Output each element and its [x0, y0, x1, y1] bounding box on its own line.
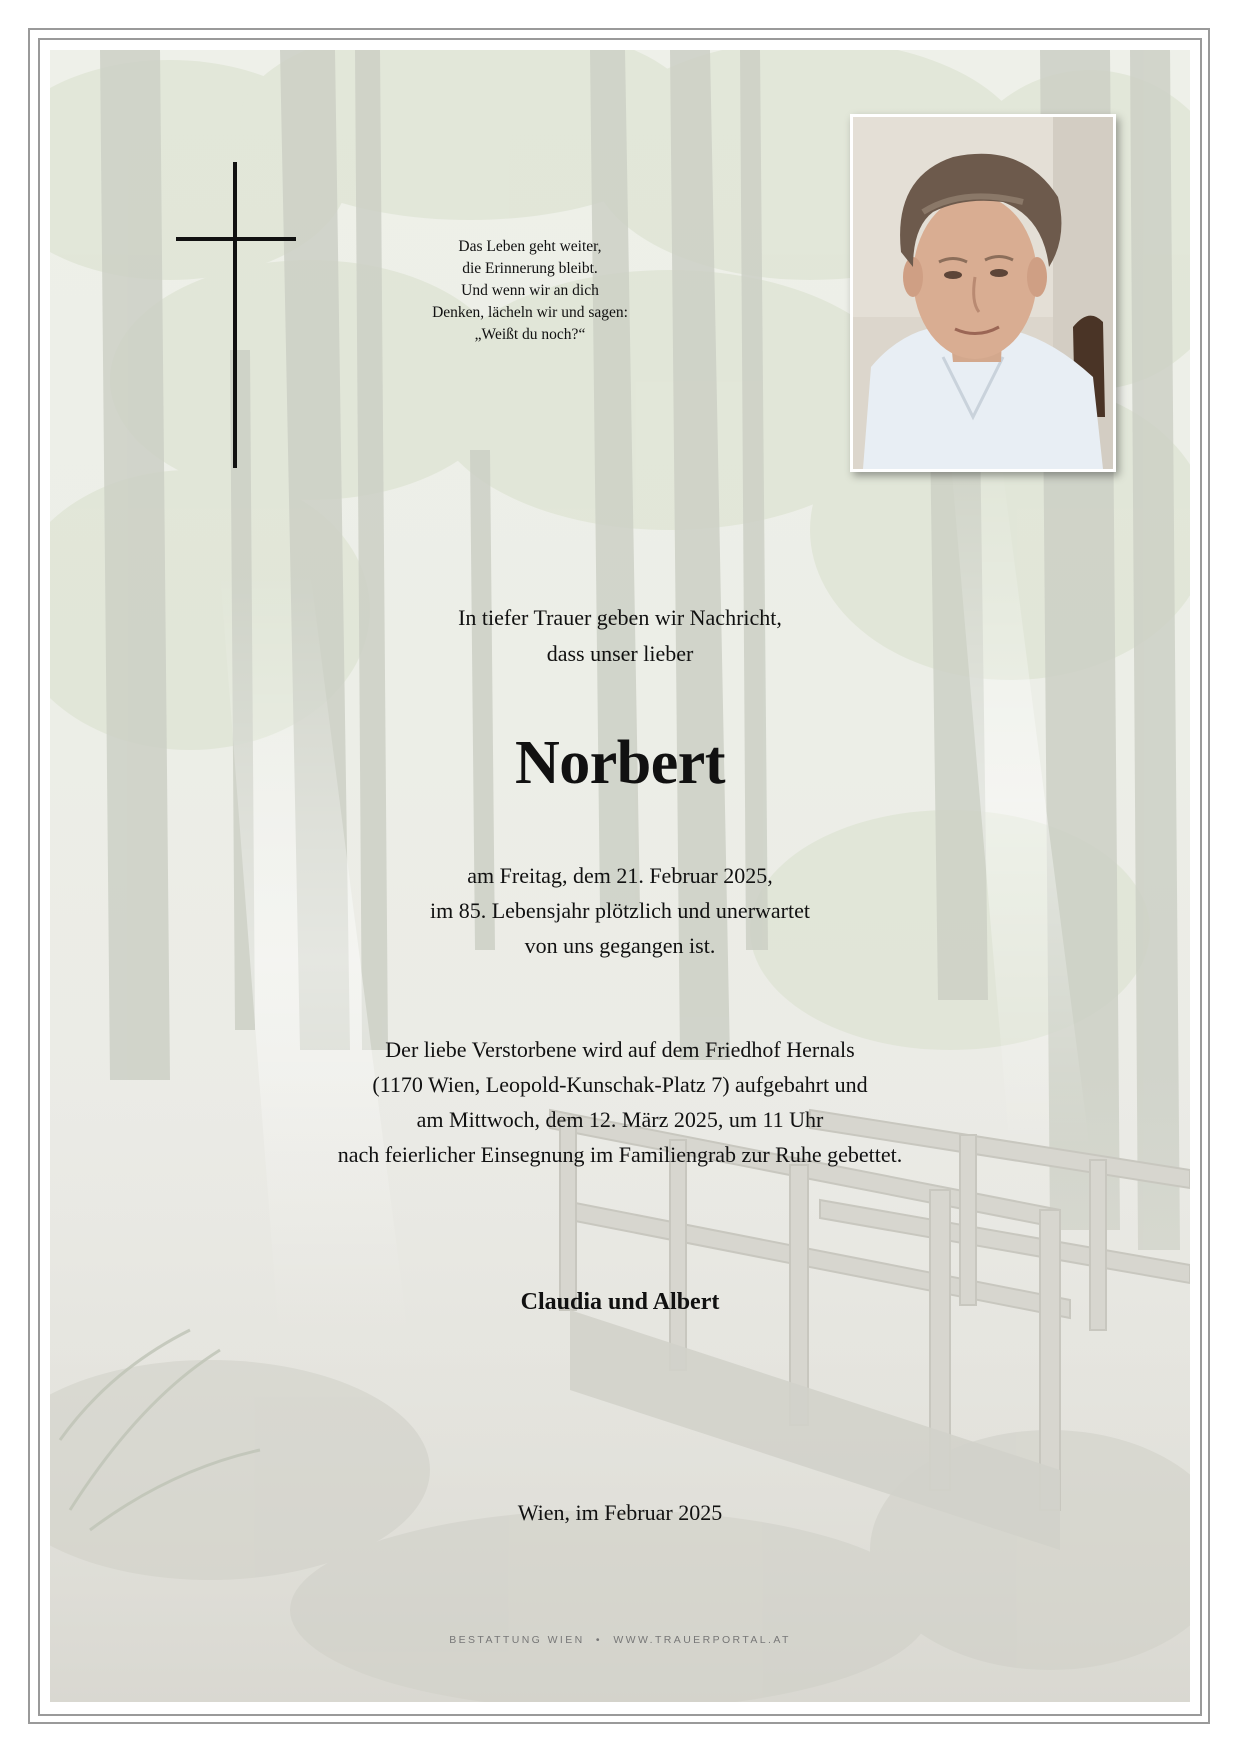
- family-signature: Claudia und Albert: [520, 1289, 720, 1315]
- funeral-line: am Mittwoch, dem 12. März 2025, um 11 Uhr: [416, 1107, 824, 1132]
- footer-credit: [0, 1634, 1240, 1646]
- poem-line: Denken, lächeln wir und sagen:: [432, 304, 628, 321]
- death-details: [50, 858, 1190, 963]
- portrait-image: [853, 117, 1113, 469]
- funeral-line: (1170 Wien, Leopold-Kunschak-Platz 7) aufgebahrt und: [372, 1072, 868, 1097]
- funeral-details: [50, 1032, 1190, 1172]
- funeral-line: Der liebe Verstorbene wird auf dem Friedhof Hernals: [385, 1037, 855, 1062]
- place-date: Wien, im Februar 2025: [517, 1500, 723, 1525]
- deceased-name: Norbert: [515, 729, 725, 797]
- details-line: von uns gegangen ist.: [524, 933, 716, 958]
- details-line: im 85. Lebensjahr plötzlich und unerwartet: [430, 898, 810, 923]
- details-line: am Freitag, dem 21. Februar 2025,: [467, 863, 773, 888]
- announcement-intro: [50, 600, 1190, 672]
- portrait-photo: [850, 114, 1116, 472]
- funeral-line: nach feierlicher Einsegnung im Familiengrab zur Ruhe gebettet.: [337, 1142, 903, 1167]
- footer-company: BESTATTUNG WIEN: [449, 1634, 585, 1646]
- intro-line: In tiefer Trauer geben wir Nachricht,: [458, 605, 782, 630]
- memorial-poem: [370, 236, 690, 346]
- forest-background: [50, 50, 1190, 1702]
- poem-line: Und wenn wir an dich: [461, 282, 599, 299]
- footer-separator: •: [595, 1634, 602, 1646]
- footer-website-link[interactable]: WWW.TRAUERPORTAL.AT: [613, 1634, 791, 1646]
- poem-line: Das Leben geht weiter,: [458, 238, 602, 255]
- poem-line: „Weißt du noch?“: [474, 326, 586, 343]
- intro-line: dass unser lieber: [546, 641, 694, 666]
- poem-line: die Erinnerung bleibt.: [462, 260, 598, 277]
